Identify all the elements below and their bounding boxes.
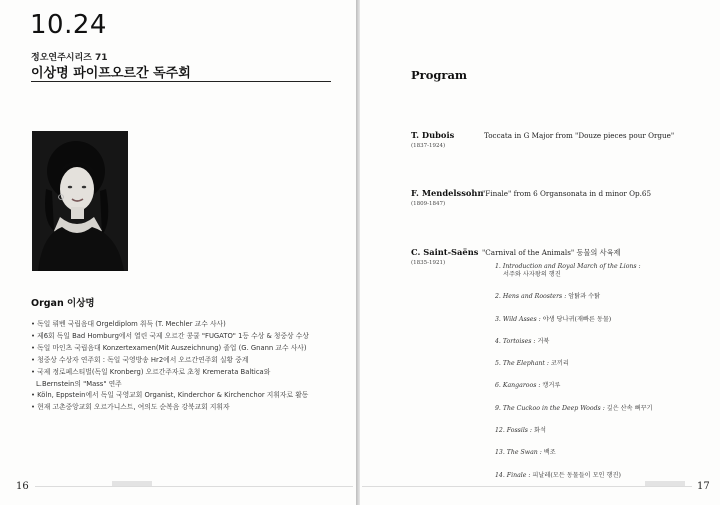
movement-title: 2. Hens and Roosters :: [495, 293, 567, 301]
movement-korean: 깊은 산속 뻐꾸기: [606, 404, 653, 412]
movement-korean: 피날레(모든 동물들이 모인 행진): [532, 471, 621, 479]
movement-item: [495, 360, 653, 368]
movement-korean: 거북: [537, 337, 550, 345]
movement-item: [495, 316, 653, 324]
concert-date: 10.24: [30, 10, 107, 40]
movement-title: 6. Kangaroos :: [495, 382, 541, 390]
composer-name: C. Saint-Saëns: [411, 247, 479, 257]
movement-item: [495, 293, 653, 301]
bio-item: [31, 390, 349, 402]
bio-item: [31, 319, 349, 331]
movement-title: 9. The Cuckoo in the Deep Woods :: [495, 404, 605, 412]
movement-title: 13. The Swan :: [495, 449, 542, 457]
composer-name: T. Dubois: [411, 130, 455, 140]
movement-list: [495, 263, 653, 494]
composer-years: (1809-1847): [411, 201, 446, 207]
movement-title: 14. Finale :: [495, 471, 531, 479]
bio-item-text: • Köln, Eppstein에서 독일 국영교회 Organist, Kinderchor & Kirchenchor 지휘자로 활동: [31, 391, 309, 400]
movement-korean: 야생 당나귀(재빠른 동물): [542, 315, 612, 323]
movement-title: 4. Tortoises :: [495, 337, 536, 345]
movement-korean: 서주와 사자왕의 행진: [503, 271, 561, 278]
movement-korean: 코끼리: [550, 360, 569, 368]
movement-item: [495, 263, 653, 279]
series-label: 정오연주시리즈 71: [31, 53, 108, 63]
movement-title: 12. Fossils :: [495, 427, 533, 435]
work-title: "Carnival of the Animals" 동물의 사육제: [482, 248, 621, 257]
footer-logo-right: [645, 481, 685, 486]
composer-name: F. Mendelssohn: [411, 188, 484, 198]
concert-title: 이상명 파이프오르간 독주회: [31, 66, 191, 81]
bio-item: [31, 402, 349, 414]
performer-photo: [32, 131, 128, 271]
page-number-left: 16: [16, 481, 29, 492]
bio-item: [31, 331, 349, 343]
bio-item: [31, 355, 349, 367]
movement-item: [495, 405, 653, 413]
page-number-right: 17: [697, 481, 710, 492]
bio-list: [31, 319, 349, 414]
footer-logo-left: [112, 481, 152, 486]
bio-item-text: • 독일 뤼벤 국립음대 Orgeldiplom 취득 (T. Mechler 교수 사사): [31, 320, 226, 328]
bio-item-text: • 청중상 수상자 연주회 : 독일 국영방송 Hr2에서 오르간연주회 실황 중계: [31, 355, 249, 364]
movement-item: [495, 449, 653, 457]
movement-item: [495, 382, 653, 390]
bio-item-text: • 현재 고촌중앙교회 오르가니스트, 여의도 순복음 강북교회 지휘자: [31, 403, 230, 412]
movement-korean: 캥거루: [542, 382, 561, 390]
left-page: [0, 0, 356, 505]
movement-item: [495, 472, 653, 480]
footer-rule-right: [362, 486, 692, 487]
movement-korean: 백조: [543, 449, 556, 457]
program-title: Program: [411, 68, 468, 82]
composer-years: (1835-1921): [411, 260, 446, 266]
movement-item: [495, 338, 653, 346]
bio-item: [31, 343, 349, 355]
work-title: Toccata in G Major from "Douze pieces pour Orgue": [484, 131, 675, 140]
title-rule: [31, 81, 331, 82]
footer-rule-left: [35, 486, 353, 487]
movement-title: 5. The Elephant :: [495, 360, 549, 368]
movement-korean: 암탉과 수탉: [568, 293, 601, 301]
bio-item: [31, 367, 349, 391]
movement-title: 3. Wild Asses :: [495, 315, 541, 323]
movement-title: 1. Introduction and Royal March of the Lions :: [495, 263, 641, 270]
work-title: "Finale" from 6 Organsonata in d minor Op.65: [482, 189, 652, 198]
movement-item: [495, 427, 653, 435]
composer-years: (1837-1924): [411, 143, 446, 149]
bio-item-text: • 독일 마인츠 국립음대 Konzertexamen(Mit Auszeichnung) 졸업 (G. Gnann 교수 사사): [31, 343, 307, 352]
movement-korean: 화석: [534, 427, 546, 435]
bio-item-text: • 제6회 독일 Bad Homburg에서 열린 국제 오르간 콩쿨 "FUGATO" 1등 수상 & 청중상 수상: [31, 331, 309, 340]
bio-heading: Organ 이상명: [31, 298, 95, 309]
bio-item-continuation: L.Bernstein의 "Mass" 연주: [36, 379, 122, 388]
bio-item-text: • 국제 정로페스티벌(독일 Kronberg) 오르간주자로 초청 Kremerata Baltica와: [31, 367, 271, 376]
